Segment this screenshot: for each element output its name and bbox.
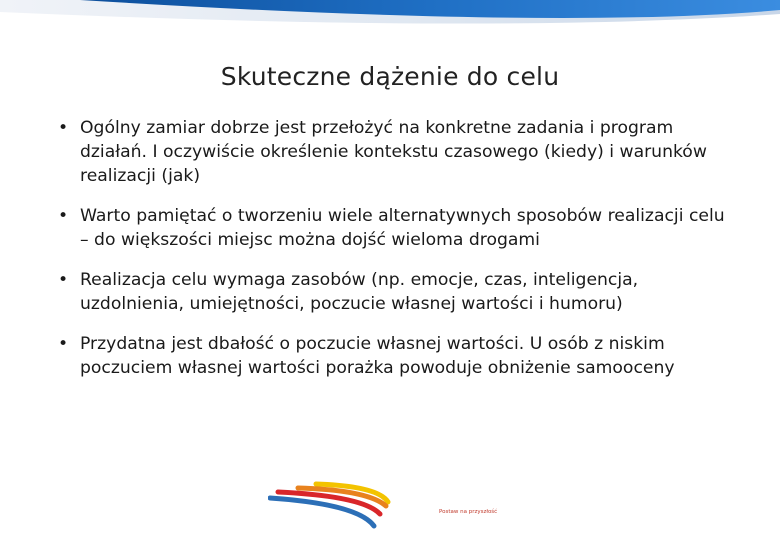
logo-caption: Postaw na przyszłość [439,509,498,515]
bullet-text: Ogólny zamiar dobrze jest przełożyć na konkretne zadania i program działań. I oczywiście określenie kontekstu czasowego (kiedy) i warunków realizacji (jak) [80,118,707,186]
bullet-item [58,332,738,380]
bullet-dot-icon: • [58,270,69,290]
bullet-list [58,116,738,396]
bullet-text: Warto pamiętać o tworzeniu wiele alternatywnych sposobów realizacji celu – do większości miejsc można dojść wieloma drogami [80,206,725,250]
bullet-item [58,268,738,316]
bullet-text: Realizacja celu wymaga zasobów (np. emocje, czas, inteligencja, uzdolnienia, umiejętności, poczucie własnej wartości i humoru) [80,270,639,314]
slide-title: Skuteczne dążenie do celu [220,62,560,91]
bullet-dot-icon: • [58,206,69,226]
bullet-text: Przydatna jest dbałość o poczucie własnej wartości. U osób z niskim poczuciem własnej wartości porażka powoduje obniżenie samooceny [80,334,675,378]
bullet-item [58,116,738,188]
logo-stripes-icon [268,474,518,534]
bullet-item [58,204,738,252]
bullet-dot-icon: • [58,118,69,138]
header-banner [0,0,780,40]
bullet-dot-icon: • [58,334,69,354]
